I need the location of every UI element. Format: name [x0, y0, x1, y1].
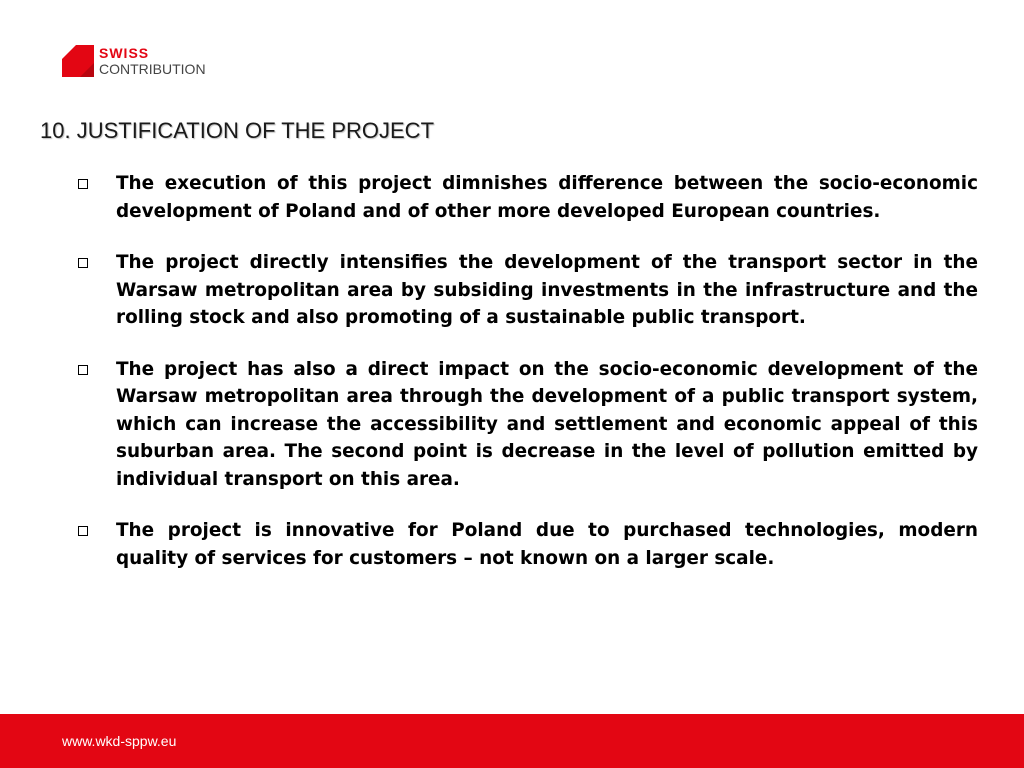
footer-bar	[0, 714, 1024, 768]
checkbox-bullet-icon	[78, 526, 88, 536]
bullet-text: The project directly intensifies the development of the transport sector in the Warsaw metropolitan area by subsiding investments in the infrastructure and the rolling stock and also promoting of a sustainable public transport.	[116, 252, 978, 328]
checkbox-bullet-icon	[78, 179, 88, 189]
bullet-list	[78, 170, 978, 596]
bullet-item	[78, 356, 978, 494]
bullet-item	[78, 517, 978, 572]
logo-line-swiss: SWISS	[99, 45, 150, 61]
slide-title: 10. JUSTIFICATION OF THE PROJECT	[40, 118, 435, 143]
bullet-item	[78, 249, 978, 332]
bullet-text: The project is innovative for Poland due to purchased technologies, modern quality of services for customers – not known on a larger scale.	[116, 520, 978, 569]
checkbox-bullet-icon	[78, 365, 88, 375]
checkbox-bullet-icon	[78, 258, 88, 268]
swiss-contribution-logo	[62, 44, 206, 78]
logo-text	[99, 46, 206, 76]
bullet-item	[78, 170, 978, 225]
logo-line-contribution: CONTRIBUTION	[99, 61, 206, 77]
bullet-text: The project has also a direct impact on the socio-economic development of the Warsaw metropolitan area through the development of a public transport system, which can increase the accessibility and settlement and economic appeal of this suburban area. The second point is decrease in the level of pollution emitted by individual transport on this area.	[116, 358, 978, 490]
swiss-cross-icon	[62, 45, 94, 77]
footer-url-link[interactable]: www.wkd-sppw.eu	[62, 733, 177, 749]
bullet-text: The execution of this project dimnishes difference between the socio-economic development of Poland and of other more developed European countries.	[116, 173, 978, 222]
